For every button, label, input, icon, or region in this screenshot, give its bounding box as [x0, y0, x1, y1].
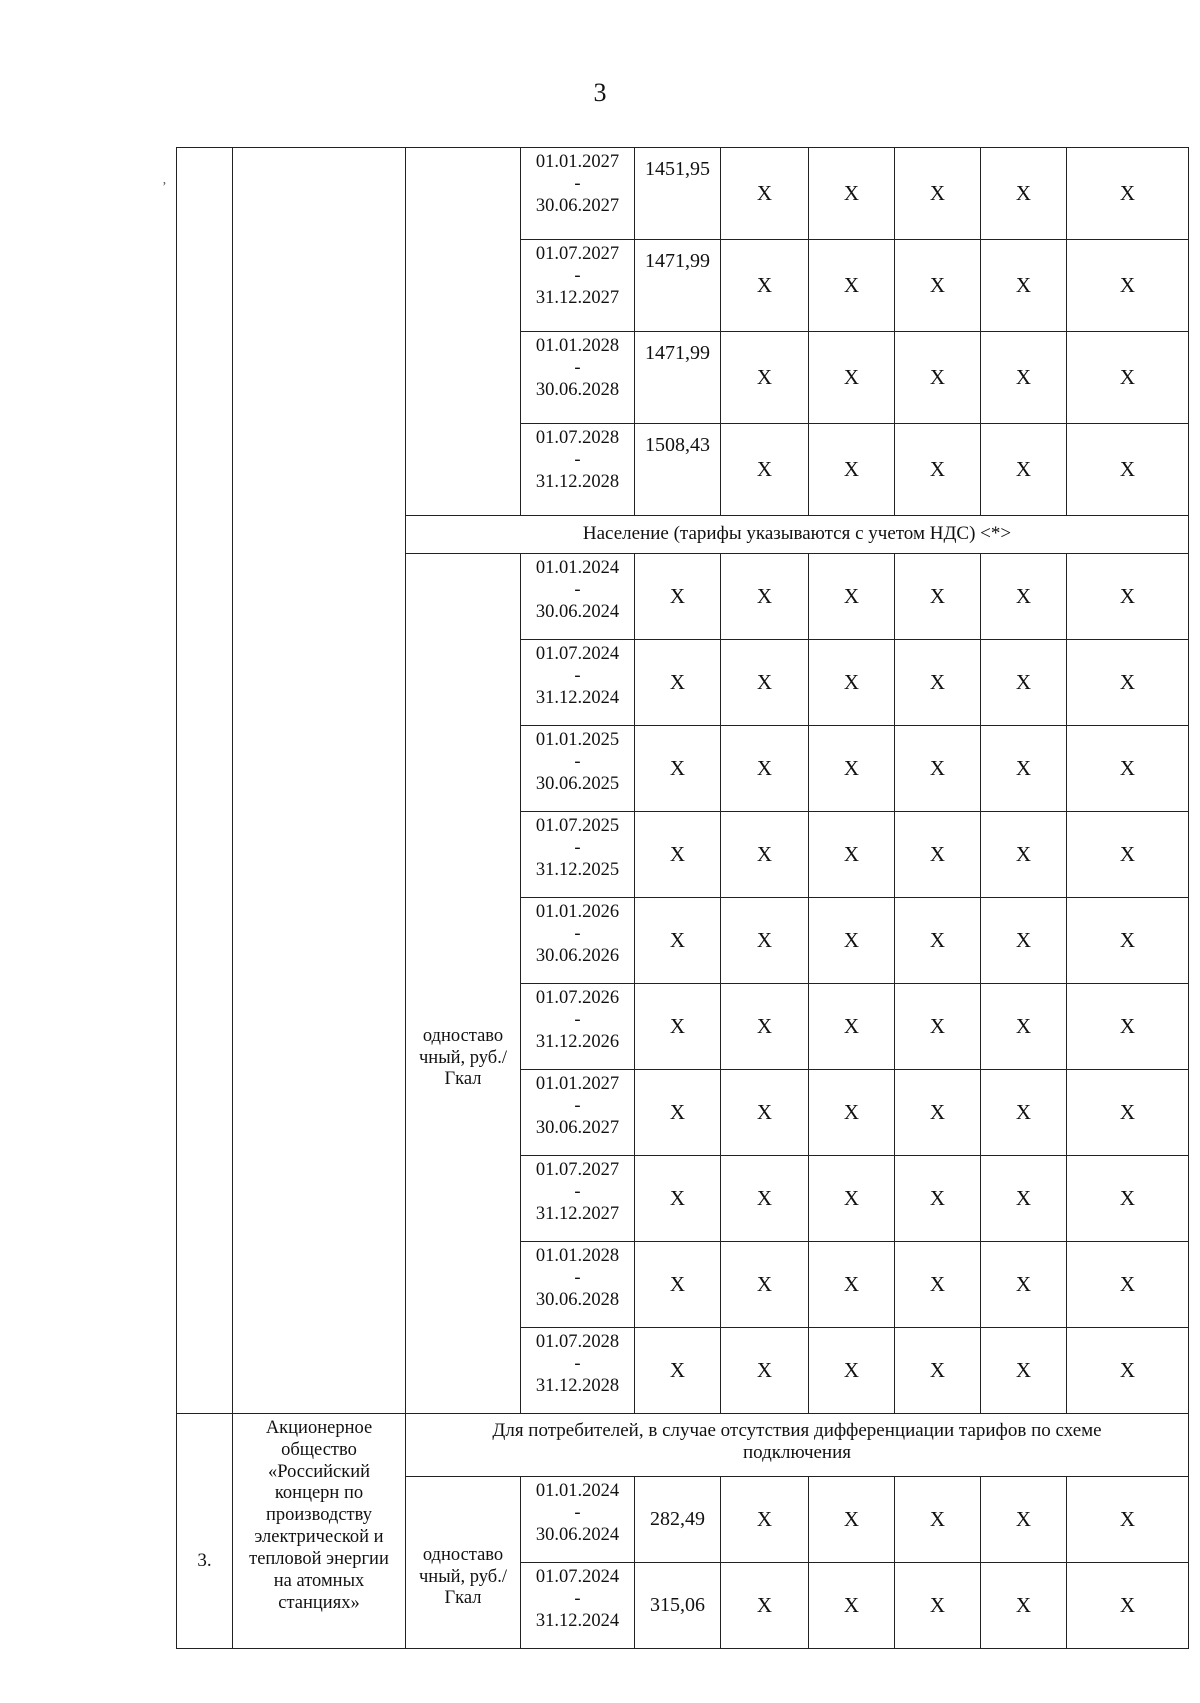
- period-cell: [521, 424, 635, 516]
- period-cell: [521, 1477, 635, 1563]
- period-period-start: 01.07.2027: [535, 244, 620, 264]
- unit-cell: одноставо чный, руб./Гкал: [406, 554, 521, 1414]
- value-cell: X: [895, 240, 981, 332]
- value-cell: X: [981, 898, 1067, 984]
- period-cell: [521, 1070, 635, 1156]
- value-cell: X: [895, 898, 981, 984]
- value-cell: X: [895, 1563, 981, 1649]
- period-sep: -: [574, 449, 581, 470]
- value-cell: X: [1067, 1477, 1189, 1563]
- value-cell: X: [895, 1477, 981, 1563]
- period-period-end: 31.12.2026: [535, 1031, 620, 1052]
- period-sep: -: [574, 1353, 581, 1374]
- period-sep: -: [574, 1009, 581, 1030]
- period-period-start: 01.07.2028: [535, 1332, 620, 1352]
- period-period-end: 31.12.2027: [535, 1203, 620, 1224]
- org-number-cell: [177, 148, 233, 1414]
- value-cell: X: [981, 1070, 1067, 1156]
- value-cell: X: [809, 1477, 895, 1563]
- price-cell: 1451,95: [635, 148, 721, 240]
- value-cell: X: [981, 240, 1067, 332]
- value-cell: X: [721, 726, 809, 812]
- period-sep: -: [574, 751, 581, 772]
- period-cell: [521, 1563, 635, 1649]
- value-cell: X: [1067, 726, 1189, 812]
- value-cell: X: [721, 1242, 809, 1328]
- period-sep: -: [574, 1502, 581, 1523]
- value-cell: X: [809, 984, 895, 1070]
- period-period-start: 01.01.2027: [535, 1074, 620, 1094]
- value-cell: X: [721, 554, 809, 640]
- period-period-end: 31.12.2028: [535, 1375, 620, 1396]
- value-cell: X: [635, 898, 721, 984]
- value-cell: X: [895, 1242, 981, 1328]
- value-cell: X: [809, 424, 895, 516]
- period-sep: -: [574, 357, 581, 378]
- org-name-cell: [233, 148, 406, 1414]
- consumers-header: Для потребителей, в случае отсутствия дифференциации тарифов по схеме подключения: [406, 1414, 1189, 1477]
- period-period-end: 30.06.2028: [535, 379, 620, 400]
- value-cell: X: [721, 1477, 809, 1563]
- value-cell: X: [721, 424, 809, 516]
- value-cell: X: [635, 1070, 721, 1156]
- period-cell: [521, 812, 635, 898]
- value-cell: X: [809, 1242, 895, 1328]
- period-period-start: 01.01.2027: [535, 152, 620, 172]
- period-period-end: 30.06.2024: [535, 601, 620, 622]
- value-cell: X: [635, 1242, 721, 1328]
- period-period-end: 30.06.2027: [535, 195, 620, 216]
- period-sep: -: [574, 665, 581, 686]
- value-cell: X: [895, 726, 981, 812]
- value-cell: X: [809, 812, 895, 898]
- value-cell: X: [721, 148, 809, 240]
- value-cell: X: [809, 726, 895, 812]
- value-cell: X: [721, 898, 809, 984]
- period-period-end: 30.06.2024: [535, 1524, 620, 1545]
- price-cell: 282,49: [635, 1477, 721, 1563]
- tariff-table: [176, 147, 1189, 1649]
- period-cell: [521, 332, 635, 424]
- period-period-start: 01.01.2028: [535, 1246, 620, 1266]
- value-cell: X: [721, 1070, 809, 1156]
- period-period-start: 01.01.2028: [535, 336, 620, 356]
- period-cell: [521, 984, 635, 1070]
- value-cell: X: [809, 1070, 895, 1156]
- value-cell: X: [895, 1156, 981, 1242]
- value-cell: X: [635, 1156, 721, 1242]
- period-period-start: 01.01.2025: [535, 730, 620, 750]
- unit-cell: одноставо чный, руб./Гкал: [406, 1477, 521, 1649]
- period-sep: -: [574, 265, 581, 286]
- value-cell: X: [1067, 332, 1189, 424]
- period-period-end: 31.12.2027: [535, 287, 620, 308]
- period-period-start: 01.01.2024: [535, 558, 620, 578]
- value-cell: X: [1067, 1242, 1189, 1328]
- value-cell: X: [635, 640, 721, 726]
- table-row: [177, 148, 1189, 240]
- value-cell: X: [635, 554, 721, 640]
- period-sep: -: [574, 1181, 581, 1202]
- period-period-end: 31.12.2024: [535, 687, 620, 708]
- period-cell: [521, 148, 635, 240]
- period-period-end: 31.12.2024: [535, 1610, 620, 1631]
- period-period-start: 01.07.2028: [535, 428, 620, 448]
- value-cell: X: [895, 1070, 981, 1156]
- value-cell: X: [809, 1563, 895, 1649]
- period-period-start: 01.07.2024: [535, 1567, 620, 1587]
- scan-mark: ’: [162, 180, 167, 195]
- period-sep: -: [574, 923, 581, 944]
- value-cell: X: [981, 726, 1067, 812]
- period-sep: -: [574, 1267, 581, 1288]
- value-cell: X: [1067, 1070, 1189, 1156]
- population-header: Население (тарифы указываются с учетом НДС) <*>: [406, 516, 1189, 554]
- period-period-end: 31.12.2028: [535, 471, 620, 492]
- value-cell: X: [1067, 1328, 1189, 1414]
- value-cell: X: [1067, 640, 1189, 726]
- value-cell: X: [981, 1156, 1067, 1242]
- period-cell: [521, 554, 635, 640]
- value-cell: X: [981, 424, 1067, 516]
- group-header-row: [177, 1414, 1189, 1477]
- value-cell: X: [809, 554, 895, 640]
- price-cell: 1471,99: [635, 332, 721, 424]
- period-cell: [521, 1156, 635, 1242]
- price-cell: 1508,43: [635, 424, 721, 516]
- period-period-start: 01.07.2024: [535, 644, 620, 664]
- value-cell: X: [809, 332, 895, 424]
- period-period-end: 30.06.2025: [535, 773, 620, 794]
- period-period-end: 30.06.2028: [535, 1289, 620, 1310]
- period-period-start: 01.07.2027: [535, 1160, 620, 1180]
- page-number: 3: [593, 78, 607, 107]
- value-cell: X: [981, 554, 1067, 640]
- period-cell: [521, 726, 635, 812]
- value-cell: X: [809, 148, 895, 240]
- period-cell: [521, 1242, 635, 1328]
- value-cell: X: [895, 1328, 981, 1414]
- value-cell: X: [895, 812, 981, 898]
- period-sep: -: [574, 1095, 581, 1116]
- period-cell: [521, 240, 635, 332]
- value-cell: X: [721, 1328, 809, 1414]
- value-cell: X: [635, 984, 721, 1070]
- value-cell: X: [895, 554, 981, 640]
- period-cell: [521, 640, 635, 726]
- value-cell: X: [981, 148, 1067, 240]
- period-period-end: 31.12.2025: [535, 859, 620, 880]
- value-cell: X: [1067, 424, 1189, 516]
- value-cell: X: [721, 240, 809, 332]
- value-cell: X: [1067, 1156, 1189, 1242]
- value-cell: X: [1067, 898, 1189, 984]
- value-cell: X: [1067, 1563, 1189, 1649]
- value-cell: X: [981, 332, 1067, 424]
- value-cell: X: [809, 640, 895, 726]
- value-cell: X: [809, 1328, 895, 1414]
- value-cell: X: [809, 898, 895, 984]
- value-cell: X: [721, 1563, 809, 1649]
- value-cell: X: [721, 640, 809, 726]
- value-cell: X: [981, 1328, 1067, 1414]
- value-cell: X: [1067, 812, 1189, 898]
- value-cell: X: [981, 1242, 1067, 1328]
- value-cell: X: [895, 332, 981, 424]
- value-cell: X: [1067, 554, 1189, 640]
- value-cell: X: [981, 1563, 1067, 1649]
- value-cell: X: [809, 240, 895, 332]
- value-cell: X: [1067, 148, 1189, 240]
- value-cell: X: [1067, 984, 1189, 1070]
- value-cell: X: [635, 812, 721, 898]
- value-cell: X: [635, 1328, 721, 1414]
- value-cell: X: [721, 984, 809, 1070]
- value-cell: X: [635, 726, 721, 812]
- period-period-start: 01.07.2025: [535, 816, 620, 836]
- value-cell: X: [895, 148, 981, 240]
- org-name-cell: Акционерное общество «Российский концерн по производству электрической и тепловой энергии на атомных станциях»: [233, 1414, 406, 1649]
- org-number-cell: 3.: [177, 1414, 233, 1649]
- period-sep: -: [574, 579, 581, 600]
- value-cell: X: [721, 332, 809, 424]
- value-cell: X: [809, 1156, 895, 1242]
- period-sep: -: [574, 173, 581, 194]
- value-cell: X: [721, 812, 809, 898]
- period-cell: [521, 898, 635, 984]
- period-period-start: 01.07.2026: [535, 988, 620, 1008]
- value-cell: X: [981, 640, 1067, 726]
- value-cell: X: [721, 1156, 809, 1242]
- period-period-start: 01.01.2024: [535, 1481, 620, 1501]
- price-cell: 315,06: [635, 1563, 721, 1649]
- period-period-end: 30.06.2027: [535, 1117, 620, 1138]
- value-cell: X: [981, 1477, 1067, 1563]
- value-cell: X: [895, 640, 981, 726]
- unit-cell: [406, 148, 521, 516]
- value-cell: X: [1067, 240, 1189, 332]
- period-cell: [521, 1328, 635, 1414]
- period-sep: -: [574, 837, 581, 858]
- value-cell: X: [895, 984, 981, 1070]
- period-period-end: 30.06.2026: [535, 945, 620, 966]
- price-cell: 1471,99: [635, 240, 721, 332]
- period-sep: -: [574, 1588, 581, 1609]
- value-cell: X: [895, 424, 981, 516]
- period-period-start: 01.01.2026: [535, 902, 620, 922]
- value-cell: X: [981, 984, 1067, 1070]
- value-cell: X: [981, 812, 1067, 898]
